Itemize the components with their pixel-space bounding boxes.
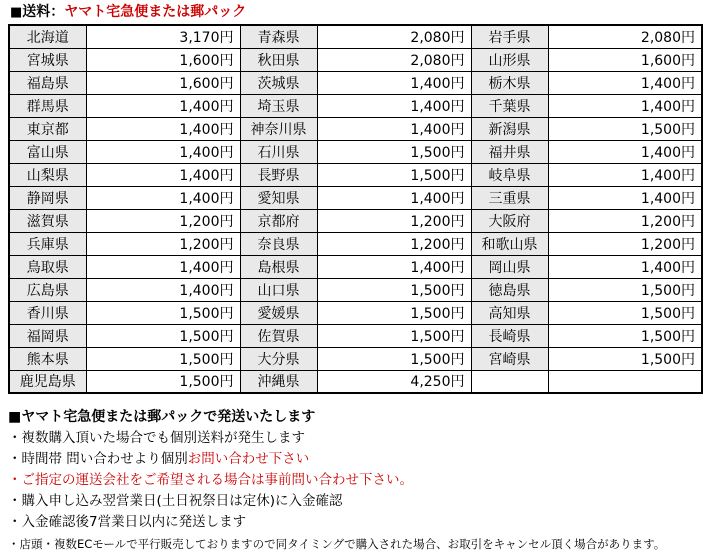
table-row (9, 301, 702, 324)
table-row (9, 117, 702, 140)
price-cell: 1,400円 (317, 255, 471, 278)
price-cell: 1,500円 (86, 370, 240, 393)
table-body (9, 25, 702, 393)
price-cell: 1,500円 (548, 117, 702, 140)
prefecture-cell: 茨城県 (240, 71, 317, 94)
prefecture-cell: 香川県 (9, 301, 86, 324)
prefecture-cell: 大分県 (240, 347, 317, 370)
prefecture-cell: 宮城県 (9, 48, 86, 71)
table-row (9, 232, 702, 255)
table-row (9, 48, 702, 71)
prefecture-cell: 大阪府 (471, 209, 548, 232)
prefecture-cell: 千葉県 (471, 94, 548, 117)
notes-section (8, 406, 709, 553)
prefecture-cell: 青森県 (240, 25, 317, 48)
price-cell: 1,500円 (548, 324, 702, 347)
price-cell: 1,400円 (317, 117, 471, 140)
price-cell: 1,400円 (317, 94, 471, 117)
prefecture-cell: 岩手県 (471, 25, 548, 48)
prefecture-cell: 高知県 (471, 301, 548, 324)
price-cell: 3,170円 (86, 25, 240, 48)
prefecture-cell: 福井県 (471, 140, 548, 163)
prefecture-cell: 富山県 (9, 140, 86, 163)
price-cell: 1,400円 (86, 117, 240, 140)
notes-title: ■ヤマト宅急便または郵パックで発送いたします (8, 409, 316, 425)
prefecture-cell: 兵庫県 (9, 232, 86, 255)
price-cell: 1,400円 (548, 71, 702, 94)
prefecture-cell: 島根県 (240, 255, 317, 278)
price-cell: 1,500円 (317, 324, 471, 347)
prefecture-cell: 群馬県 (9, 94, 86, 117)
price-cell: 1,600円 (86, 71, 240, 94)
prefecture-cell: 栃木県 (471, 71, 548, 94)
note-item (8, 449, 709, 470)
note-item: ・購入申し込み翌営業日(土日祝祭日は定休)に入金確認 (8, 493, 343, 509)
table-row (9, 186, 702, 209)
shipping-method-value: ヤマト宅急便または郵パック (64, 4, 247, 20)
price-cell: 1,400円 (86, 140, 240, 163)
prefecture-cell: 鳥取県 (9, 255, 86, 278)
prefecture-cell: 長野県 (240, 163, 317, 186)
note-emphasis: お問い合わせ下さい (187, 451, 310, 467)
prefecture-cell: 徳島県 (471, 278, 548, 301)
price-cell: 2,080円 (317, 48, 471, 71)
price-cell: 1,400円 (317, 186, 471, 209)
price-cell: 1,200円 (548, 209, 702, 232)
prefecture-cell: 福島県 (9, 71, 86, 94)
price-cell: 1,500円 (317, 163, 471, 186)
price-cell: 1,500円 (317, 347, 471, 370)
table-row (9, 163, 702, 186)
prefecture-cell: 山口県 (240, 278, 317, 301)
table-row (9, 324, 702, 347)
price-cell: 1,200円 (86, 209, 240, 232)
table-row (9, 25, 702, 48)
price-cell: 1,400円 (548, 140, 702, 163)
table-row (9, 370, 702, 393)
table-row (9, 347, 702, 370)
price-cell: 1,500円 (86, 324, 240, 347)
note-item: ・複数購入頂いた場合でも個別送料が発生します (8, 430, 305, 446)
prefecture-cell: 鹿児島県 (9, 370, 86, 393)
empty-cell (548, 370, 702, 393)
price-cell: 1,500円 (548, 347, 702, 370)
prefecture-cell: 熊本県 (9, 347, 86, 370)
table-row (9, 209, 702, 232)
price-cell: 4,250円 (317, 370, 471, 393)
shipping-fee-table (8, 24, 703, 394)
prefecture-cell: 静岡県 (9, 186, 86, 209)
prefecture-cell: 京都府 (240, 209, 317, 232)
prefecture-cell: 三重県 (471, 186, 548, 209)
empty-cell (471, 370, 548, 393)
price-cell: 1,400円 (548, 94, 702, 117)
note-item: ・入金確認後7営業日以内に発送します (8, 514, 247, 530)
prefecture-cell: 福岡県 (9, 324, 86, 347)
price-cell: 1,500円 (86, 347, 240, 370)
table-row (9, 278, 702, 301)
prefecture-cell: 神奈川県 (240, 117, 317, 140)
prefecture-cell: 岐阜県 (471, 163, 548, 186)
price-cell: 1,400円 (548, 186, 702, 209)
prefecture-cell: 石川県 (240, 140, 317, 163)
price-cell: 1,200円 (548, 232, 702, 255)
note-text: ・時間帯 問い合わせより個別 (8, 451, 188, 467)
price-cell: 1,600円 (86, 48, 240, 71)
note-item: ・ご指定の運送会社をご希望される場合は事前問い合わせ下さい。 (8, 472, 413, 488)
table-row (9, 94, 702, 117)
prefecture-cell: 佐賀県 (240, 324, 317, 347)
prefecture-cell: 奈良県 (240, 232, 317, 255)
bullet-square-icon: ■ (10, 5, 23, 20)
prefecture-cell: 北海道 (9, 25, 86, 48)
prefecture-cell: 埼玉県 (240, 94, 317, 117)
price-cell: 1,400円 (86, 255, 240, 278)
page-title (0, 0, 709, 24)
prefecture-cell: 長崎県 (471, 324, 548, 347)
price-cell: 1,600円 (548, 48, 702, 71)
prefecture-cell: 宮崎県 (471, 347, 548, 370)
prefecture-cell: 新潟県 (471, 117, 548, 140)
prefecture-cell: 広島県 (9, 278, 86, 301)
price-cell: 1,400円 (86, 163, 240, 186)
price-cell: 1,200円 (86, 232, 240, 255)
table-row (9, 140, 702, 163)
prefecture-cell: 沖縄県 (240, 370, 317, 393)
price-cell: 1,500円 (317, 140, 471, 163)
prefecture-cell: 愛媛県 (240, 301, 317, 324)
price-cell: 1,500円 (317, 278, 471, 301)
prefecture-cell: 秋田県 (240, 48, 317, 71)
price-cell: 1,400円 (86, 278, 240, 301)
prefecture-cell: 滋賀県 (9, 209, 86, 232)
price-cell: 1,500円 (86, 301, 240, 324)
price-cell: 2,080円 (548, 25, 702, 48)
prefecture-cell: 山梨県 (9, 163, 86, 186)
prefecture-cell: 愛知県 (240, 186, 317, 209)
price-cell: 1,400円 (317, 71, 471, 94)
price-cell: 1,400円 (548, 163, 702, 186)
price-cell: 1,400円 (548, 255, 702, 278)
price-cell: 1,500円 (317, 301, 471, 324)
price-cell: 1,200円 (317, 209, 471, 232)
table-row (9, 255, 702, 278)
note-item: ・店頭・複数ECモールで平行販売しておりますので同タイミングで購入された場合、お取引をキャンセル頂く場合があります。 (8, 537, 666, 551)
price-cell: 1,200円 (317, 232, 471, 255)
shipping-label: 送料： (22, 4, 65, 20)
price-cell: 1,500円 (548, 278, 702, 301)
prefecture-cell: 山形県 (471, 48, 548, 71)
prefecture-cell: 岡山県 (471, 255, 548, 278)
prefecture-cell: 和歌山県 (471, 232, 548, 255)
price-cell: 1,400円 (86, 94, 240, 117)
table-row (9, 71, 702, 94)
prefecture-cell: 東京都 (9, 117, 86, 140)
price-cell: 2,080円 (317, 25, 471, 48)
price-cell: 1,400円 (86, 186, 240, 209)
price-cell: 1,500円 (548, 301, 702, 324)
